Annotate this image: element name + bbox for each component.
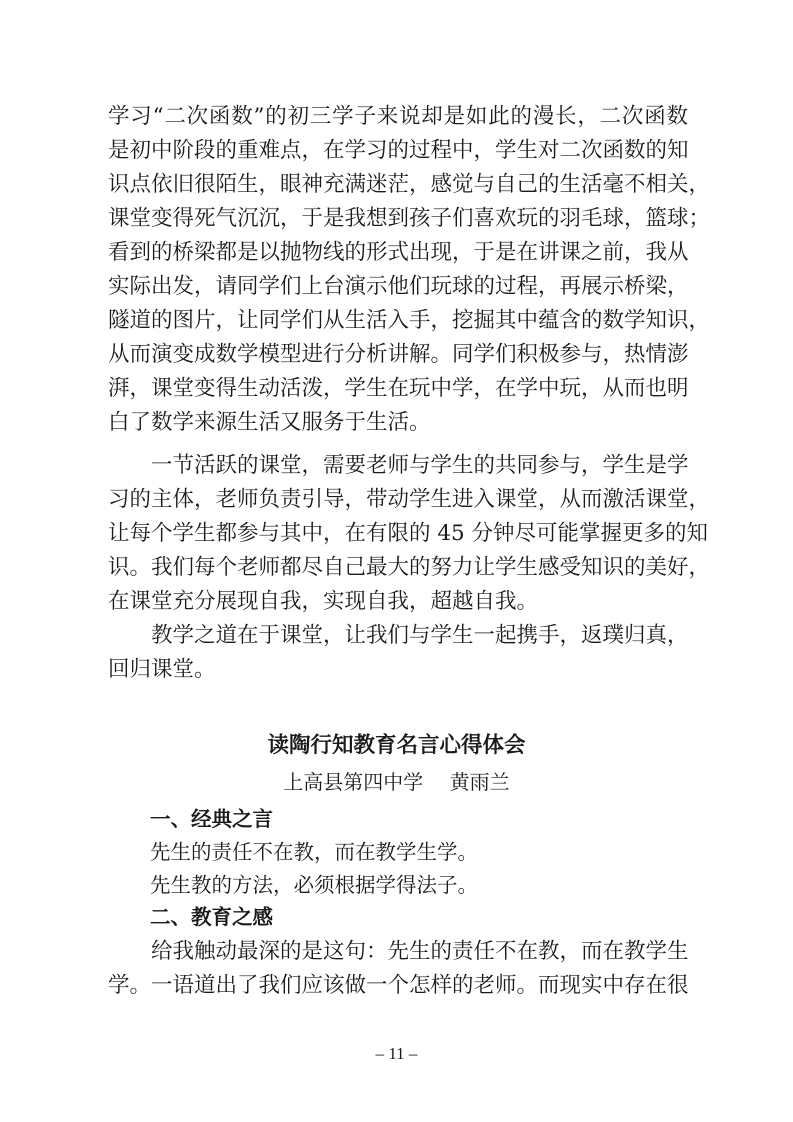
article-title: 读陶行知教育名言心得体会 (267, 733, 526, 758)
section-heading: 二、教育之感 (150, 905, 273, 929)
text-line: 实际出发，请同学们上台演示他们玩球的过程，再展示桥梁， (108, 274, 689, 299)
quote-line: 先生教的方法，必须根据学得法子。 (150, 873, 478, 897)
text-line: 让每个学生都参与其中，在有限的 45 分钟尽可能掌握更多的知 (108, 521, 709, 546)
text-line: 看到的桥梁都是以抛物线的形式出现，于是在讲课之前，我从 (108, 240, 689, 265)
article-byline: 上高县第四中学 黄雨兰 (283, 770, 510, 794)
text-line: 湃，课堂变得生动活泼，学生在玩中学，在学中玩，从而也明 (108, 376, 689, 401)
text-line: 学。一语道出了我们应该做一个怎样的老师。而现实中存在很 (108, 973, 689, 998)
text-line: 在课堂充分展现自我，实现自我，超越自我。 (108, 589, 539, 614)
text-line: 学习“二次函数”的初三学子来说却是如此的漫长，二次函数 (108, 104, 688, 129)
text-line: 白了数学来源生活又服务于生活。 (108, 410, 431, 435)
text-line: 从而演变成数学模型进行分析讲解。同学们积极参与，热情澎 (108, 342, 689, 367)
text-line: 隧道的图片，让同学们从生活入手，挖掘其中蕴含的数学知识， (108, 308, 711, 333)
text-line: 给我触动最深的是这句：先生的责任不在教，而在教学生 (108, 939, 689, 964)
text-line: 习的主体，老师负责引导，带动学生进入课堂，从而激活课堂， (108, 487, 711, 512)
page-number: – 11 – (375, 1044, 418, 1063)
text-line: 是初中阶段的重难点，在学习的过程中，学生对二次函数的知 (108, 138, 689, 163)
text-line: 教学之道在于课堂，让我们与学生一起携手，返璞归真， (108, 623, 689, 648)
text-line: 课堂变得死气沉沉，于是我想到孩子们喜欢玩的羽毛球，篮球； (108, 206, 711, 231)
text-line: 识点依旧很陌生，眼神充满迷茫，感觉与自己的生活毫不相关， (108, 172, 711, 197)
text-line: 一节活跃的课堂，需要老师与学生的共同参与，学生是学 (108, 453, 689, 478)
text-line: 识。我们每个老师都尽自己最大的努力让学生感受知识的美好， (108, 555, 711, 580)
quote-line: 先生的责任不在教，而在教学生学。 (150, 840, 478, 864)
section-heading: 一、经典之言 (150, 807, 273, 831)
text-line: 回归课堂。 (108, 657, 216, 682)
